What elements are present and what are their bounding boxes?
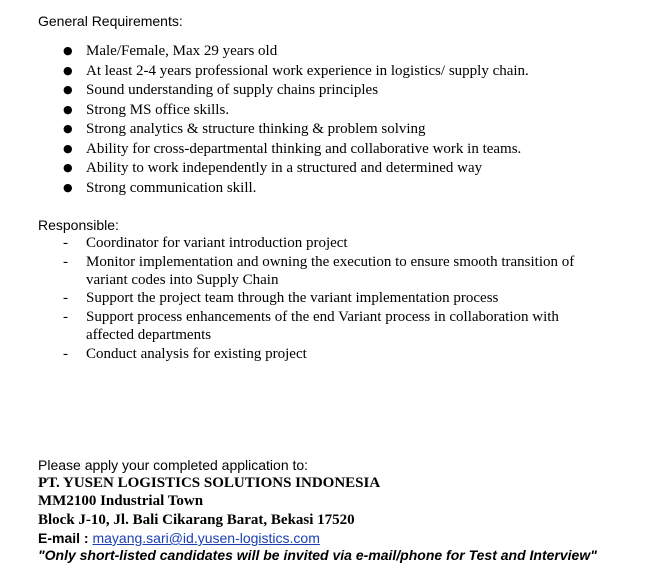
- bullet-icon: ●: [63, 44, 73, 57]
- email-label: E-mail :: [38, 530, 89, 546]
- bullet-icon: ●: [63, 83, 73, 96]
- address-line-2: Block J-10, Jl. Bali Cikarang Barat, Bekasi 17520: [38, 512, 355, 528]
- bullet-icon: ●: [63, 161, 73, 174]
- requirement-item: Sound understanding of supply chains principles: [86, 82, 379, 98]
- email-row: [38, 529, 320, 547]
- requirement-item: Strong communication skill.: [86, 180, 257, 196]
- responsibility-item: Conduct analysis for existing project: [86, 346, 307, 362]
- responsibility-item: Support process enhancements of the end Variant process in collaboration with: [86, 309, 559, 325]
- responsibility-item: Support the project team through the variant implementation process: [86, 290, 499, 306]
- requirement-item: Ability for cross-departmental thinking and collaborative work in teams.: [86, 141, 522, 157]
- application-intro: Please apply your completed application to:: [38, 457, 309, 473]
- shortlist-note: "Only short-listed candidates will be invited via e-mail/phone for Test and Interview": [38, 547, 597, 563]
- dash-marker: -: [63, 309, 68, 325]
- bullet-icon: ●: [63, 122, 73, 135]
- address-line-1: MM2100 Industrial Town: [38, 493, 204, 509]
- bullet-icon: ●: [63, 142, 73, 155]
- dash-marker: -: [63, 235, 68, 251]
- requirement-item: Strong MS office skills.: [86, 102, 230, 118]
- dash-marker: -: [63, 254, 68, 270]
- bullet-icon: ●: [63, 181, 73, 194]
- responsibility-item-continuation: affected departments: [86, 327, 212, 343]
- responsible-heading: Responsible:: [38, 217, 119, 233]
- email-link[interactable]: mayang.sari@id.yusen-logistics.com: [92, 530, 320, 546]
- responsibility-item: Coordinator for variant introduction project: [86, 235, 348, 251]
- requirement-item: Strong analytics & structure thinking & problem solving: [86, 121, 426, 137]
- requirement-item: At least 2-4 years professional work experience in logistics/ supply chain.: [86, 63, 529, 79]
- requirement-item: Ability to work independently in a structured and determined way: [86, 160, 483, 176]
- requirement-item: Male/Female, Max 29 years old: [86, 43, 278, 59]
- general-requirements-heading: General Requirements:: [38, 13, 183, 29]
- company-name: PT. YUSEN LOGISTICS SOLUTIONS INDONESIA: [38, 475, 381, 491]
- responsibility-item-continuation: variant codes into Supply Chain: [86, 272, 279, 288]
- dash-marker: -: [63, 346, 68, 362]
- dash-marker: -: [63, 290, 68, 306]
- responsibility-item: Monitor implementation and owning the execution to ensure smooth transition of: [86, 254, 575, 270]
- bullet-icon: ●: [63, 103, 73, 116]
- bullet-icon: ●: [63, 64, 73, 77]
